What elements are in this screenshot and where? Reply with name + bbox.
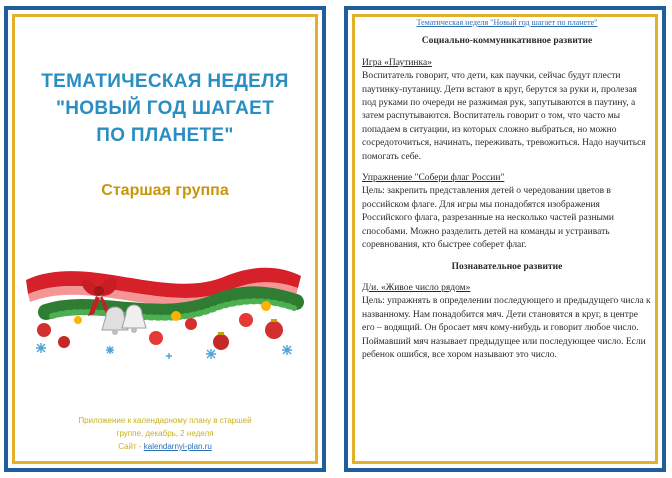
cover-footer-note [38,414,292,453]
game-title: Игра «Паутинка» [362,57,432,68]
footer-site-line [38,440,292,453]
section-heading: Познавательное развитие [451,261,563,272]
footer-site-label: Сайт - [118,442,142,451]
game-text: Цель: упражнять в определении последующего и предыдущего числа к названному. Нам понадобится мяч. Дети становятся в круг, в центре его – водящий. Он бросает мяч кому-нибудь и говорит любое число. Поймавший мяч называет предыдущее или последующее число. Если ребенок ошибся, все хором называют это число. [362,296,651,360]
footer-line: группе, декабрь, 2 неделя [116,429,214,438]
content-top-title: Тематическая неделя "Новый год шагает по планете" [416,18,598,27]
cover-subtitle: Старшая группа [101,182,229,199]
footer-site-link[interactable]: kalendarnyi-plan.ru [143,442,212,451]
cover-page [4,6,326,472]
game-title: Упражнение "Собери флаг России" [362,173,505,184]
cover-title-line: ПО ПЛАНЕТЕ" [96,125,234,146]
cover-title [8,68,322,149]
game-text: Цель: закрепить представления детей о чередовании цветов в российском флаге. Для игры мы понадобятся изображения Российского флага, разрезанные на несколько частей разными способами. Можно разделить детей на команды и устраивать соревнования, кто быстрее соберет флаг. [362,186,615,251]
game-text: Воспитатель говорит, что дети, как паучки, сейчас будут плести паутинку-путаницу. Дети встают в круг, берутся за руки и, пролезая под руками по очереди не разжимая рук, запутываются в паутину, а затем распутываются. Воспитатель говорит о том, что часто мы попадаем в ситуации, из которых сложно выбраться, но можно сосредоточиться, начинать, переживать, тревожиться. Надо научиться помогать себе. [362,71,646,162]
cover-title-line: "НОВЫЙ ГОД ШАГАЕТ [55,98,275,119]
game-title: Д/и. «Живое число рядом» [362,282,471,293]
footer-line: Приложение к календарному плану в старшей [78,416,252,425]
cover-title-line: ТЕМАТИЧЕСКАЯ НЕДЕЛЯ [41,71,289,92]
content-page [344,6,666,472]
content-text [362,16,652,362]
section-heading: Социально-коммуникативное развитие [421,36,593,47]
christmas-garland-illustration [16,246,306,364]
